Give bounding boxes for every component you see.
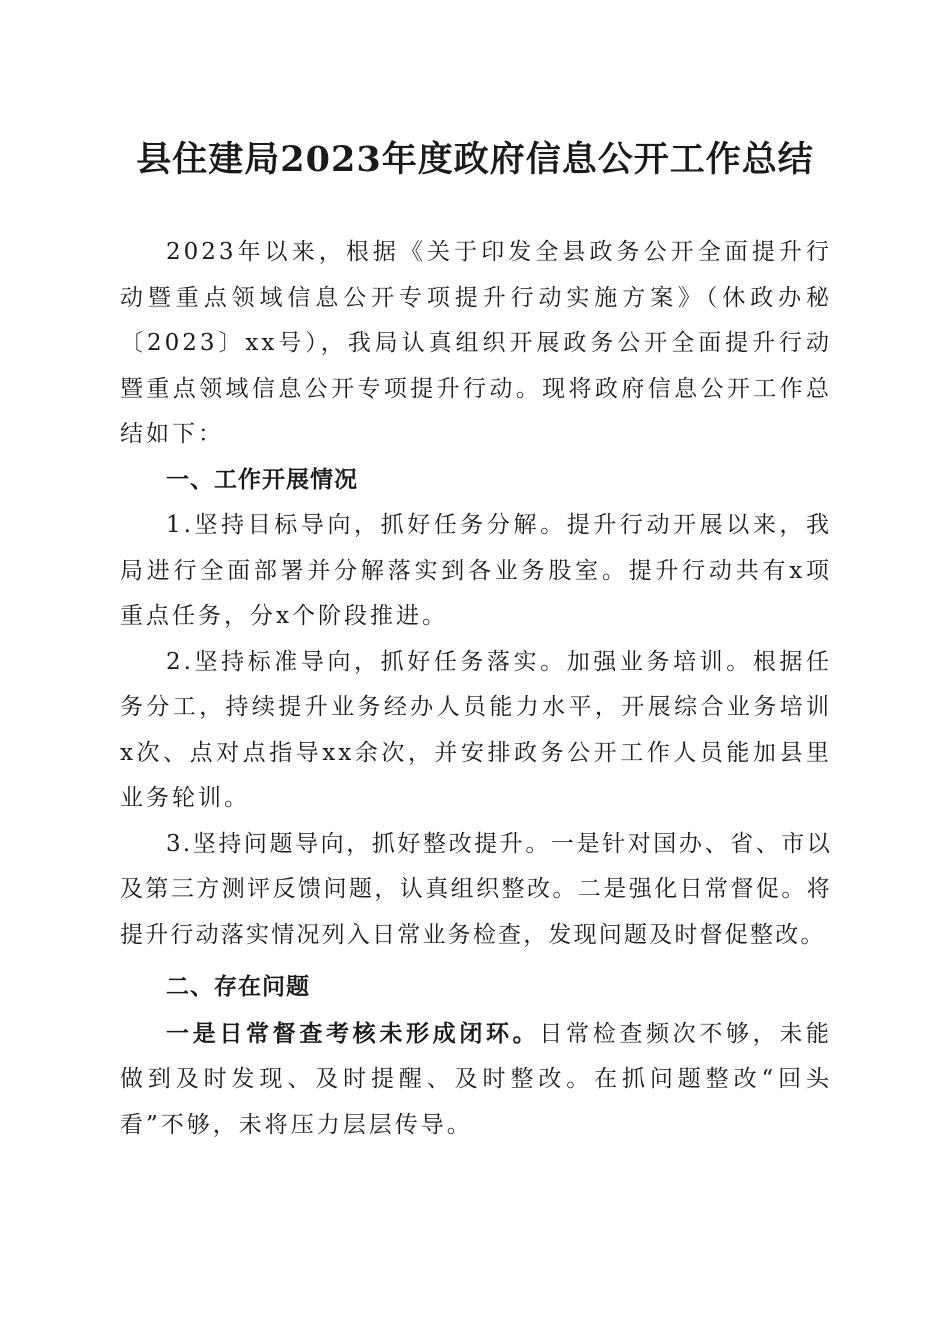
section-heading-problems: 二、存在问题 bbox=[166, 974, 310, 1000]
section-heading-work-progress: 一、工作开展情况 bbox=[166, 466, 358, 493]
work-item-3: 3.坚持问题导向，抓好整改提升。一是针对国办、省、市以及第三方测评反馈问题，认真组织整改。二是强化日常督促。将提升行动落实情况列入日常业务检查，发现问题及时督促整改。 bbox=[120, 830, 832, 948]
problem-item-1-text: 日常检查频次不够，未能做到及时发现、及时提醒、及时整改。在抓问题整改“回头看”不够，未将压力层层传导。 bbox=[120, 1020, 833, 1138]
intro-paragraph: 2023年以来，根据《关于印发全县政务公开全面提升行动暨重点领域信息公开专项提升行动实施方案》（休政办秘〔2023〕xx号），我局认真组织开展政务公开全面提升行动暨重点领域信息公开专项提升行动。现将政府信息公开工作总结如下： bbox=[120, 239, 832, 447]
work-item-1: 1.坚持目标导向，抓好任务分解。提升行动开展以来，我局进行全面部署并分解落实到各业务股室。提升行动共有x项重点任务，分x个阶段推进。 bbox=[120, 512, 832, 629]
problem-item-1 bbox=[120, 1011, 832, 1149]
document-body bbox=[120, 230, 832, 1148]
work-item-2: 2.坚持标准导向，抓好任务落实。加强业务培训。根据任务分工，持续提升业务经办人员能力水平，开展综合业务培训x次、点对点指导xx余次，并安排政务公开工作人员能加县里业务轮训。 bbox=[120, 648, 832, 811]
problem-item-1-lead: 一是日常督查考核未形成闭环。 bbox=[166, 1019, 540, 1047]
document-title: 县住建局2023年度政府信息公开工作总结 bbox=[136, 139, 814, 180]
